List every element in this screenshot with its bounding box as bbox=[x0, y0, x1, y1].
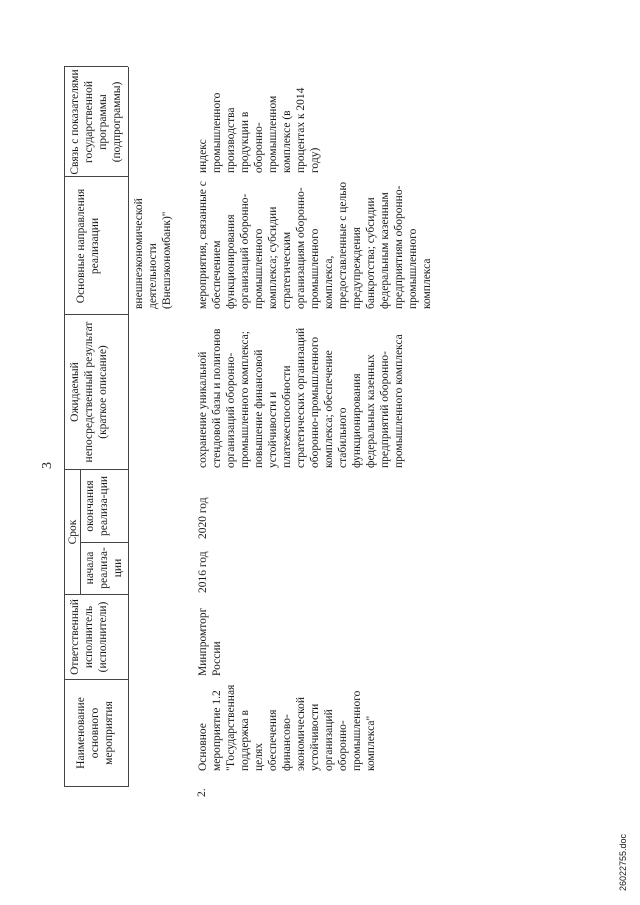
header-start: начала реализа-ции bbox=[84, 547, 124, 589]
table-left-border bbox=[64, 786, 128, 787]
page-number: 3 bbox=[40, 462, 55, 469]
header-executor: Ответственный исполнитель (исполнители) bbox=[69, 599, 109, 675]
header-bottom-border bbox=[128, 67, 129, 787]
column-divider bbox=[64, 469, 128, 470]
header-link: Связь с показателями государственной программы (подпрограммы) bbox=[69, 69, 123, 175]
header-term: Срок bbox=[67, 519, 79, 545]
row-number: 2. bbox=[196, 788, 208, 797]
document-code: 26022755.doc bbox=[618, 833, 628, 891]
row-name: Основное мероприятие 1.2 "Государственная поддержка в целях обеспечения финансово-экономической устойчивости организаций оборонно-промышленного комплекса" bbox=[197, 684, 377, 771]
column-divider bbox=[64, 594, 128, 595]
column-divider bbox=[64, 176, 128, 177]
header-name: Наименование основного мероприятия bbox=[75, 697, 115, 769]
row-start: 2016 год bbox=[197, 551, 209, 593]
column-divider bbox=[80, 542, 128, 543]
row-executor: Минпромторг России bbox=[197, 607, 223, 676]
table-right-border bbox=[64, 66, 128, 67]
row-directions: мероприятия, связанные с обеспечением функционирования организаций оборонно-промышленного комплекса; субсидии стратегическим организациям оборонно-промышленного комплекса, предоставленные с целью предупреждения банкротства; субсидии федеральным казенным предприятиям оборонно-промышленного комплекса bbox=[197, 181, 433, 309]
row-result: сохранение уникальной стендовой базы и полигонов организаций оборонно-промышленного комплекса; повышение финансовой устойчивости и платежеспособности стратегических организаций оборонно-промышленного комплекса; обеспечение стабильного функционирования федеральных казенных предприятий оборонно-промышленного комплекса bbox=[197, 327, 405, 468]
column-divider bbox=[64, 679, 128, 680]
row-link: индекс промышленного производства продукции в оборонно-промышленном комплексе (в процентах к 2014 году) bbox=[197, 87, 321, 173]
header-result: Ожидаемый непосредственный результат (краткое описание) bbox=[69, 321, 109, 463]
row-end: 2020 год bbox=[197, 497, 209, 539]
column-divider bbox=[64, 314, 128, 315]
term-subheader-border bbox=[80, 470, 81, 595]
header-directions: Основные направления реализации bbox=[75, 188, 101, 304]
header-end: окончания реализа-ции bbox=[84, 475, 110, 537]
carry-over-directions: внешнеэкономической деятельности (Внешэкономбанк)" bbox=[133, 198, 173, 309]
